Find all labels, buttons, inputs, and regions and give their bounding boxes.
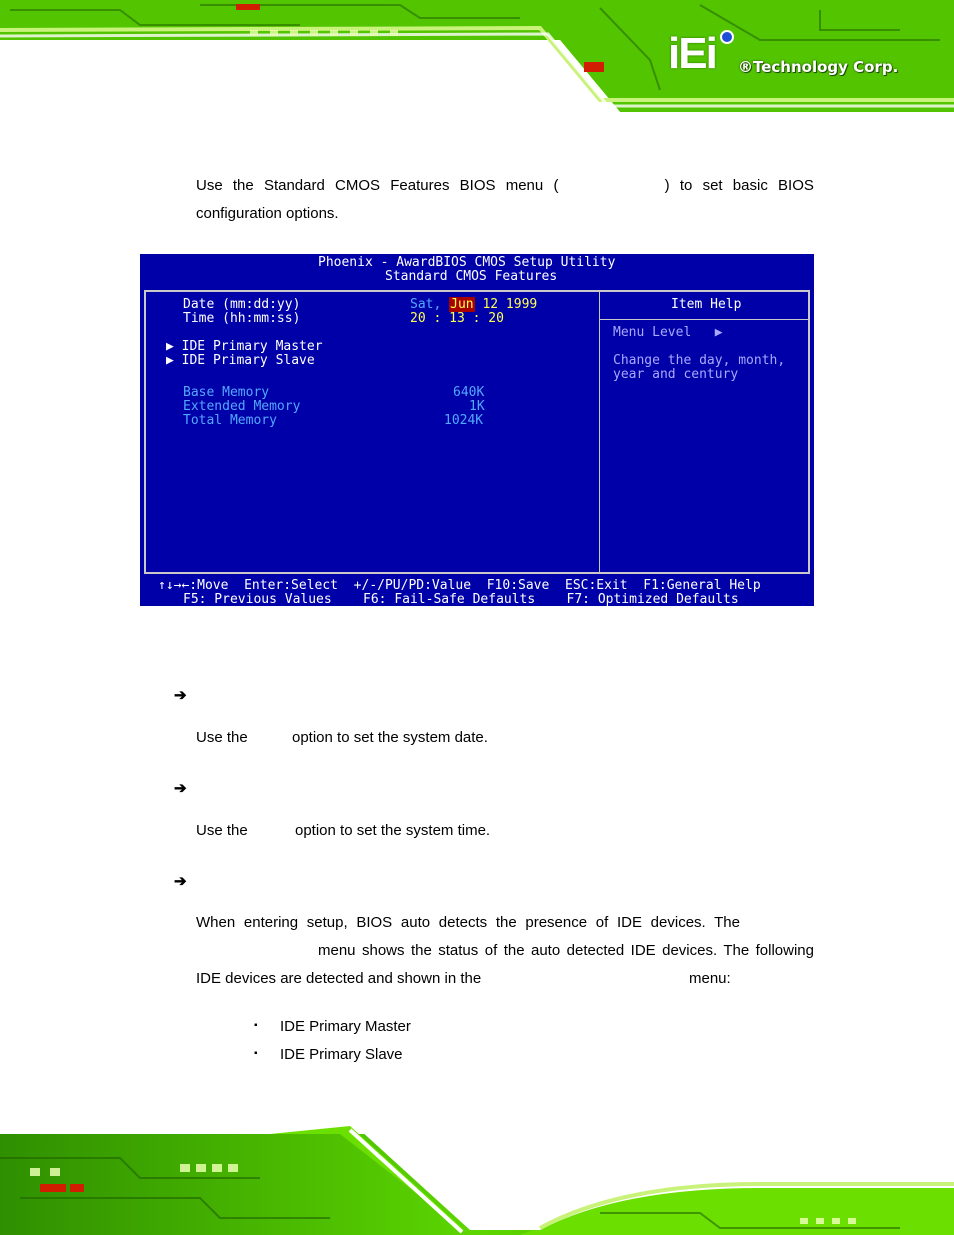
intro-word: Standard <box>263 177 325 194</box>
help-text-line-1: Change the day, month, <box>613 353 786 368</box>
total-memory-label: Total Memory <box>183 413 277 428</box>
date-text-a: Use the <box>196 729 248 746</box>
date-day-year: 12 1999 <box>482 297 538 312</box>
intro-word: basic <box>732 177 768 194</box>
extended-memory-label: Extended Memory <box>183 399 301 414</box>
logo-mark: iEi <box>668 29 716 78</box>
intro-word: set <box>702 177 723 194</box>
header-banner <box>0 0 954 112</box>
intro-word: to <box>679 177 693 194</box>
bios-screenshot <box>140 254 814 606</box>
intro-word: Use <box>196 177 223 194</box>
arrow-icon: ➔ <box>174 687 187 704</box>
intro-line-2: configuration options. <box>196 205 339 222</box>
ide-primary-master-item[interactable]: ▶ IDE Primary Master <box>166 339 323 354</box>
intro-word: BIOS <box>778 177 814 194</box>
ide-text-line-2: menu shows the status of the auto detected IDE devices. The following <box>318 942 814 959</box>
base-memory-label: Base Memory <box>183 385 270 400</box>
intro-word: ( <box>553 177 559 194</box>
intro-word: menu <box>505 177 544 194</box>
extended-memory-value: 1K <box>469 399 485 414</box>
help-text-line-2: year and century <box>613 367 739 382</box>
logo-company-name: ®Technology Corp. <box>738 58 899 76</box>
intro-line-1 <box>196 172 814 200</box>
bullet-icon: ▪ <box>254 1048 258 1059</box>
item-help-title: Item Help <box>671 297 742 312</box>
time-value[interactable]: 20 : 13 : 20 <box>410 311 504 326</box>
date-label[interactable]: Date (mm:dd:yy) <box>183 297 301 312</box>
intro-word: the <box>232 177 254 194</box>
arrow-icon: ➔ <box>174 873 187 890</box>
logo-dot-icon <box>720 30 734 44</box>
time-text-a: Use the <box>196 822 248 839</box>
ide-text-line-3a: IDE devices are detected and shown in the <box>196 970 482 987</box>
intro-word: ) <box>664 177 670 194</box>
date-value[interactable] <box>410 298 537 312</box>
ide-text-line-3b: menu: <box>689 970 731 987</box>
time-text-b: option to set the system time. <box>295 822 491 839</box>
date-month-selected: Jun <box>450 297 474 312</box>
intro-word: BIOS <box>459 177 496 194</box>
bios-divider <box>599 292 600 572</box>
bullet-icon: ▪ <box>254 1020 258 1031</box>
intro-word: Features <box>390 177 450 194</box>
footer-banner <box>0 1118 954 1235</box>
bios-subtitle: Standard CMOS Features <box>385 269 558 284</box>
circuit-board-graphic <box>0 1118 954 1235</box>
bios-keys-line-1: ↑↓→←:Move Enter:Select +/-/PU/PD:Value F10:Save ESC:Exit F1:General Help <box>158 578 761 593</box>
bios-keys-line-2: F5: Previous Values F6: Fail-Safe Defaults F7: Optimized Defaults <box>183 592 739 606</box>
help-menu-level: Menu Level ▶ <box>613 325 723 340</box>
bios-title: Phoenix - AwardBIOS CMOS Setup Utility <box>318 255 616 270</box>
company-logo <box>668 28 938 88</box>
total-memory-value: 1024K <box>444 413 484 428</box>
date-text-b: option to set the system date. <box>292 729 488 746</box>
ide-text-line-1: When entering setup, BIOS auto detects the presence of IDE devices. The <box>196 914 740 931</box>
date-day: Sat, <box>410 297 442 312</box>
bios-help-divider <box>600 319 808 320</box>
time-label[interactable]: Time (hh:mm:ss) <box>183 311 301 326</box>
ide-primary-slave-item[interactable]: ▶ IDE Primary Slave <box>166 353 315 368</box>
arrow-icon: ➔ <box>174 780 187 797</box>
bullet-item: IDE Primary Master <box>280 1018 411 1035</box>
intro-word: CMOS <box>335 177 381 194</box>
base-memory-value: 640K <box>453 385 485 400</box>
bullet-item: IDE Primary Slave <box>280 1046 403 1063</box>
